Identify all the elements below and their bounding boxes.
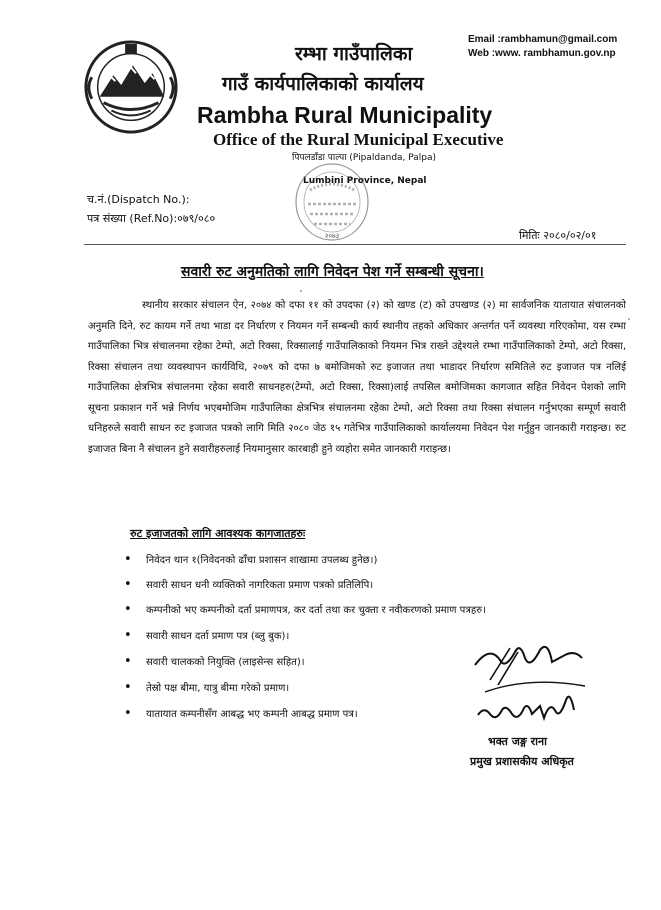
letter-date: मितिः २०८०/०२/०१	[519, 229, 597, 242]
list-item-text: निवेदन थान १(निवेदनको ढाँचा प्रशासन शाखामा उपलब्ध हुनेछ।)	[146, 555, 378, 566]
notice-subject: सवारी रुट अनुमतिको लागि निवेदन पेश गर्ने सम्बन्धी सूचना।	[181, 264, 484, 280]
website-text: Web :www. rambhamun.gov.np	[468, 48, 616, 59]
list-item	[124, 654, 305, 669]
list-item-text: यातायात कम्पनीसँग आबद्ध भए कम्पनी आबद्ध प्रमाण पत्र।	[146, 709, 358, 720]
official-stamp	[292, 160, 372, 245]
municipality-name-english: Rambha Rural Municipality	[197, 102, 493, 128]
list-item-text: कम्पनीको भए कम्पनीको दर्ता प्रमाणपत्र, कर दर्ता तथा कर चुक्ता र नवीकरणको प्रमाण पत्रहरु।	[146, 605, 486, 616]
requirements-heading: रुट इजाजतको लागि आवश्यक कागजातहरुः	[130, 527, 306, 540]
address-line-1: पिपलडाँडा पाल्पा (Pipaldanda, Palpa)	[292, 153, 437, 163]
svg-text:२०७३: २०७३	[324, 232, 340, 240]
bullet-icon: •	[124, 706, 132, 721]
notice-body: स्थानीय सरकार संचालन ऐन, २०७४ को दफा ११ को उपदफा (२) को खण्ड (ट) को उपखण्ड (२) मा सार्वजनिक यातायात संचालनको अनुमति दिने, रुट कायम गर्ने तथा भाडा दर निर्धारण र नियमन गर्ने सम्बन्धी कार्य स्थानीय तहको अधिकार अन्तर्गत पर्ने व्यवस्था गरिएकोमा, यस रम्भा गाउँपालिका भित्र संचालनमा रहेका टेम्पो, अटो रिक्सा, रिक्सालाई गाउँपालिकाको नियमन भित्र राख्ने उद्देश्यले रम्भा गाउँपालिकाको टेम्पो, अटो रिक्सा, रिक्सा संचालन तथा व्यवस्थापन कार्यविधि, २०७९ को दफा ७ बमोजिमको रुट इजाजत तथा भाडादर निर्धारण समितिले रुट इजाजत पत्र नलिई गाउँपालिका क्षेत्रभित्र संचालनमा रहेका सवारी साधनहरु(टेम्पो, अटो रिक्सा, रिक्सा)लाई तपसिल बमोजिमका कागजात सहित निवेदन पेशको लागि सूचना प्रकाशन गर्ने भन्ने निर्णय भएबमोजिम गाउँपालिका क्षेत्रभित्र संचालनमा रहेका टेम्पो, अटो रिक्सा तथा रिक्सा संचालन गर्नुभएका सम्पूर्ण सवारी धनिहरुले सवारी साधन रुट इजाजत पत्रको लागि मिति २०८० जेठ १५ गतेभित्र गाउँपालिकाको कार्यालयमा निवेदन पेश गर्नुहुन जानकारी गराइन्छ। रुट इजाजत बिना नै संचालन हुने सवारीहरुलाई नियमानुसार कारबाही हुने व्यहोरा समेत जानकारी गराइन्छ।	[88, 300, 626, 455]
bullet-icon: •	[124, 654, 132, 669]
list-item	[124, 577, 373, 592]
bullet-icon: •	[124, 680, 132, 695]
dispatch-number-label: च.नं.(Dispatch No.):	[87, 193, 190, 206]
signatory-title: प्रमुख प्रशासकीय अधिकृत	[470, 755, 574, 768]
list-item	[124, 706, 358, 721]
signatory-name: भक्त जङ्ग राना	[488, 735, 547, 748]
handwritten-signature	[470, 640, 590, 730]
list-item	[124, 602, 486, 617]
list-item-text: सवारी साधन धनी व्यक्तिको नागरिकता प्रमाण पत्रको प्रतिलिपि।	[146, 580, 374, 591]
list-item	[124, 628, 289, 643]
list-item-text: तेस्रो पक्ष बीमा, यात्रु बीमा गरेको प्रमाण।	[146, 683, 290, 694]
municipality-name-nepali: रम्भा गाउँपालिका	[295, 43, 413, 65]
municipality-emblem-logo	[82, 38, 180, 136]
bullet-icon: •	[124, 628, 132, 643]
header-divider	[84, 244, 626, 245]
contact-info	[468, 33, 617, 61]
bullet-icon: •	[124, 577, 132, 592]
office-name-english: Office of the Rural Municipal Executive	[213, 130, 504, 149]
reference-number: पत्र संख्या (Ref.No):०७९/०८०	[87, 212, 216, 225]
office-name-nepali: गाउँ कार्यपालिकाको कार्यालय	[222, 73, 424, 95]
address-line-2: Lumbini Province, Nepal	[303, 176, 427, 186]
list-item	[124, 552, 377, 567]
list-item-text: सवारी साधन दर्ता प्रमाण पत्र (ब्लु बुक)।	[146, 631, 290, 642]
list-item	[124, 680, 289, 695]
bullet-icon: •	[124, 602, 132, 617]
email-text: Email :rambhamun@gmail.com	[468, 34, 618, 45]
scan-speck	[300, 290, 302, 292]
list-item-text: सवारी चालकको नियुक्ति (लाइसेन्स सहित)।	[146, 657, 305, 668]
scan-speck	[628, 318, 630, 320]
bullet-icon: •	[124, 552, 132, 567]
